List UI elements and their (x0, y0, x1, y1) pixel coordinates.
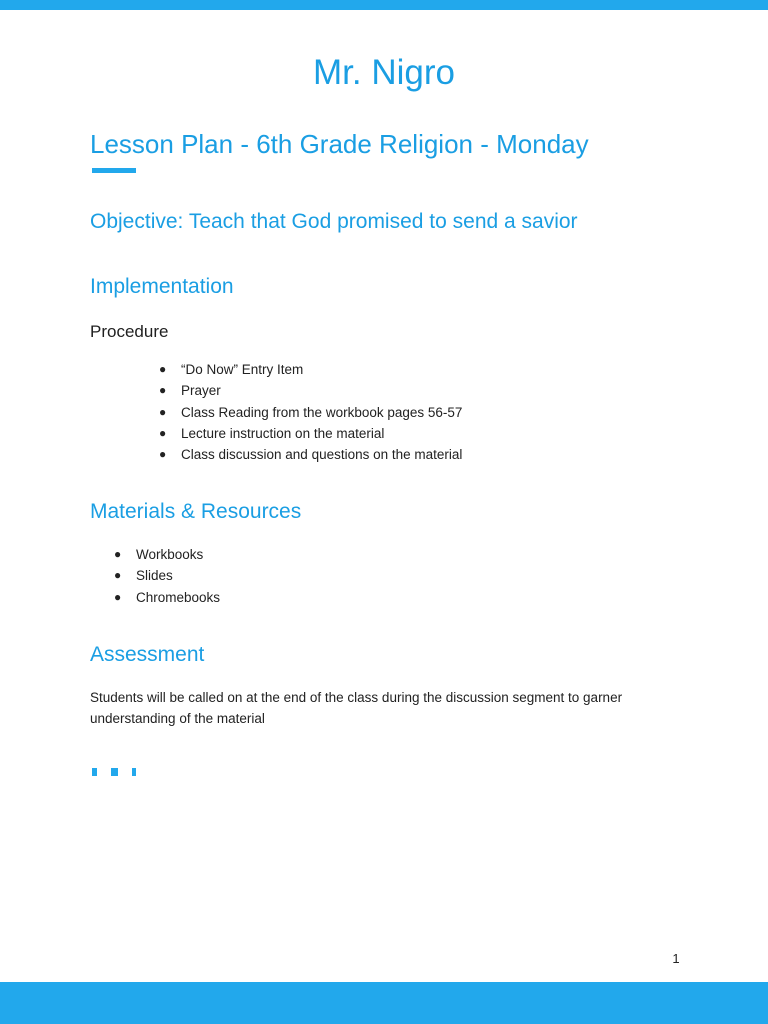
list-item (114, 544, 220, 565)
list-item (114, 587, 221, 608)
bullet-icon: ● (114, 547, 122, 561)
list-item-text: Chromebooks (136, 589, 221, 605)
bullet-icon: ● (159, 404, 167, 419)
list-item (159, 423, 462, 444)
list-item (159, 444, 463, 465)
list-item (159, 380, 462, 401)
bottom-accent-bar (0, 982, 768, 1024)
list-item-text: Slides (136, 568, 173, 584)
divider-dash (111, 768, 118, 776)
page-number: 1 (672, 951, 680, 966)
divider-dash (92, 768, 97, 776)
list-item (114, 565, 220, 586)
bullet-icon: ● (159, 425, 167, 440)
assessment-text: Students will be called on at the end of the class during the discussion segment to garner understanding of the material (90, 690, 623, 726)
list-item-text: Workbooks (136, 547, 204, 562)
list-item-text: Prayer (181, 383, 221, 399)
bullet-icon: ● (159, 383, 167, 398)
list-item (159, 402, 463, 423)
list-item-text: Class Reading from the workbook pages 56-57 (181, 404, 463, 420)
assessment-heading: Assessment (90, 643, 205, 666)
procedure-list (159, 359, 463, 465)
bullet-icon: ● (114, 568, 122, 583)
top-accent-bar (0, 0, 768, 10)
bullet-icon: ● (114, 589, 122, 604)
teacher-name-title: Mr. Nigro (313, 53, 455, 92)
procedure-subheading: Procedure (90, 322, 169, 341)
implementation-heading: Implementation (90, 275, 234, 298)
divider-dash (132, 768, 136, 776)
materials-list (114, 544, 221, 608)
list-item-text: Class discussion and questions on the material (181, 447, 463, 463)
decorative-dash-divider (92, 768, 142, 776)
list-item (159, 359, 462, 380)
bullet-icon: ● (159, 447, 167, 462)
objective-heading: Objective: Teach that God promised to send a savior (90, 210, 578, 233)
materials-heading: Materials & Resources (90, 500, 302, 523)
title-underline-accent (92, 168, 136, 173)
lesson-plan-title: Lesson Plan - 6th Grade Religion - Monday (90, 129, 589, 159)
list-item-text: “Do Now” Entry Item (181, 362, 304, 377)
bullet-icon: ● (159, 362, 167, 376)
list-item-text: Lecture instruction on the material (181, 425, 385, 441)
